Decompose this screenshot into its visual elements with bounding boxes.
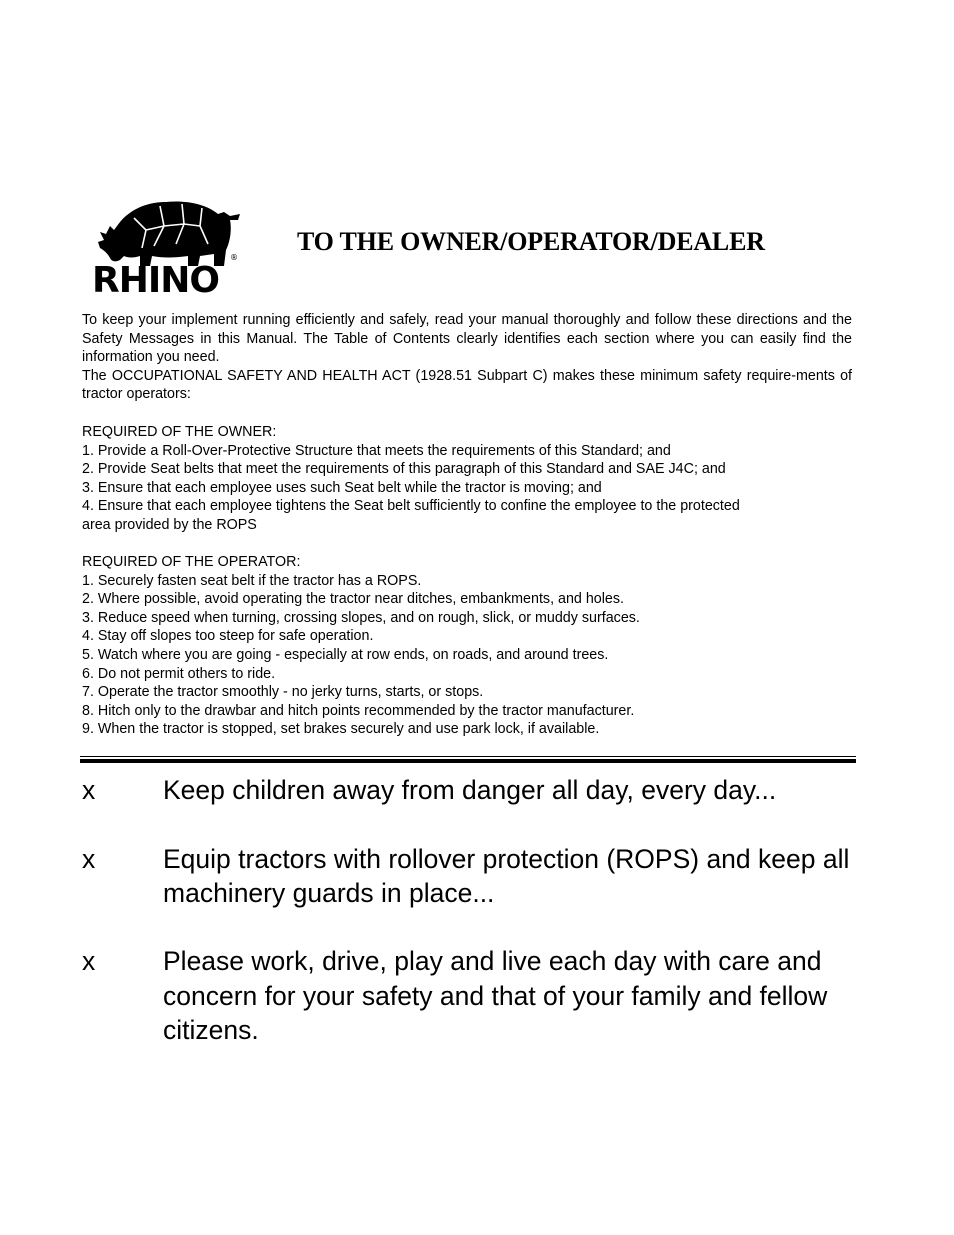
list-item: 7. Operate the tractor smoothly - no jerky turns, starts, or stops.	[82, 684, 484, 701]
safety-bullets	[82, 773, 862, 1082]
intro-section	[82, 311, 852, 404]
list-item: 8. Hitch only to the drawbar and hitch points recommended by the tractor manufacturer.	[82, 702, 635, 719]
owner-heading: REQUIRED OF THE OWNER:	[82, 424, 277, 440]
list-item: 4. Ensure that each employee tightens the Seat belt sufficiently to confine the employee to the protected	[82, 498, 740, 515]
list-item: area provided by the ROPS	[82, 516, 257, 533]
page-title: TO THE OWNER/OPERATOR/DEALER	[297, 227, 765, 256]
list-item: 9. When the tractor is stopped, set brakes securely and use park lock, if available.	[82, 721, 600, 738]
intro-paragraph-1: To keep your implement running efficiently and safely, read your manual thoroughly and follow these directions and the Safety Messages in this Manual. The Table of Contents clearly identifies each section where you can easily find the information you need.	[82, 312, 852, 365]
owner-list	[82, 442, 852, 535]
bullet-item	[82, 944, 862, 1047]
bullet-item	[82, 842, 862, 911]
list-item: 1. Provide a Roll-Over-Protective Structure that meets the requirements of this Standard; and	[82, 442, 671, 459]
operator-list	[82, 572, 852, 739]
list-item: 2. Provide Seat belts that meet the requirements of this paragraph of this Standard and SAE J4C; and	[82, 461, 726, 478]
rhino-silhouette-icon	[90, 196, 242, 296]
rhino-logo	[90, 196, 242, 296]
bullet-text: Please work, drive, play and live each day with care and concern for your safety and that of your family and fellow citizens.	[163, 946, 828, 1046]
divider-thick	[80, 759, 856, 763]
bullet-text: Equip tractors with rollover protection (ROPS) and keep all machinery guards in place...	[163, 843, 850, 908]
bullet-item	[82, 773, 862, 807]
list-item: 2. Where possible, avoid operating the tractor near ditches, embankments, and holes.	[82, 591, 624, 608]
list-item: 1. Securely fasten seat belt if the tractor has a ROPS.	[82, 572, 422, 589]
owner-requirements	[82, 423, 852, 535]
bullet-text: Keep children away from danger all day, every day...	[163, 775, 777, 805]
operator-heading: REQUIRED OF THE OPERATOR:	[82, 554, 301, 570]
bullet-mark: x	[82, 775, 96, 805]
logo-wordmark: RHINO	[92, 260, 219, 296]
divider-thin	[80, 756, 856, 757]
list-item: 5. Watch where you are going - especially at row ends, on roads, and around trees.	[82, 646, 609, 663]
intro-paragraph-2: The OCCUPATIONAL SAFETY AND HEALTH ACT (1928.51 Subpart C) makes these minimum safety require-ments of tractor operators:	[82, 367, 852, 402]
operator-requirements	[82, 553, 852, 739]
list-item: 4. Stay off slopes too steep for safe operation.	[82, 628, 374, 645]
list-item: 3. Reduce speed when turning, crossing slopes, and on rough, slick, or muddy surfaces.	[82, 609, 640, 626]
list-item: 6. Do not permit others to ride.	[82, 665, 276, 682]
list-item: 3. Ensure that each employee uses such Seat belt while the tractor is moving; and	[82, 479, 602, 496]
bullet-mark: x	[82, 946, 96, 977]
bullet-mark: x	[82, 843, 96, 874]
registered-mark: ®	[230, 253, 238, 262]
